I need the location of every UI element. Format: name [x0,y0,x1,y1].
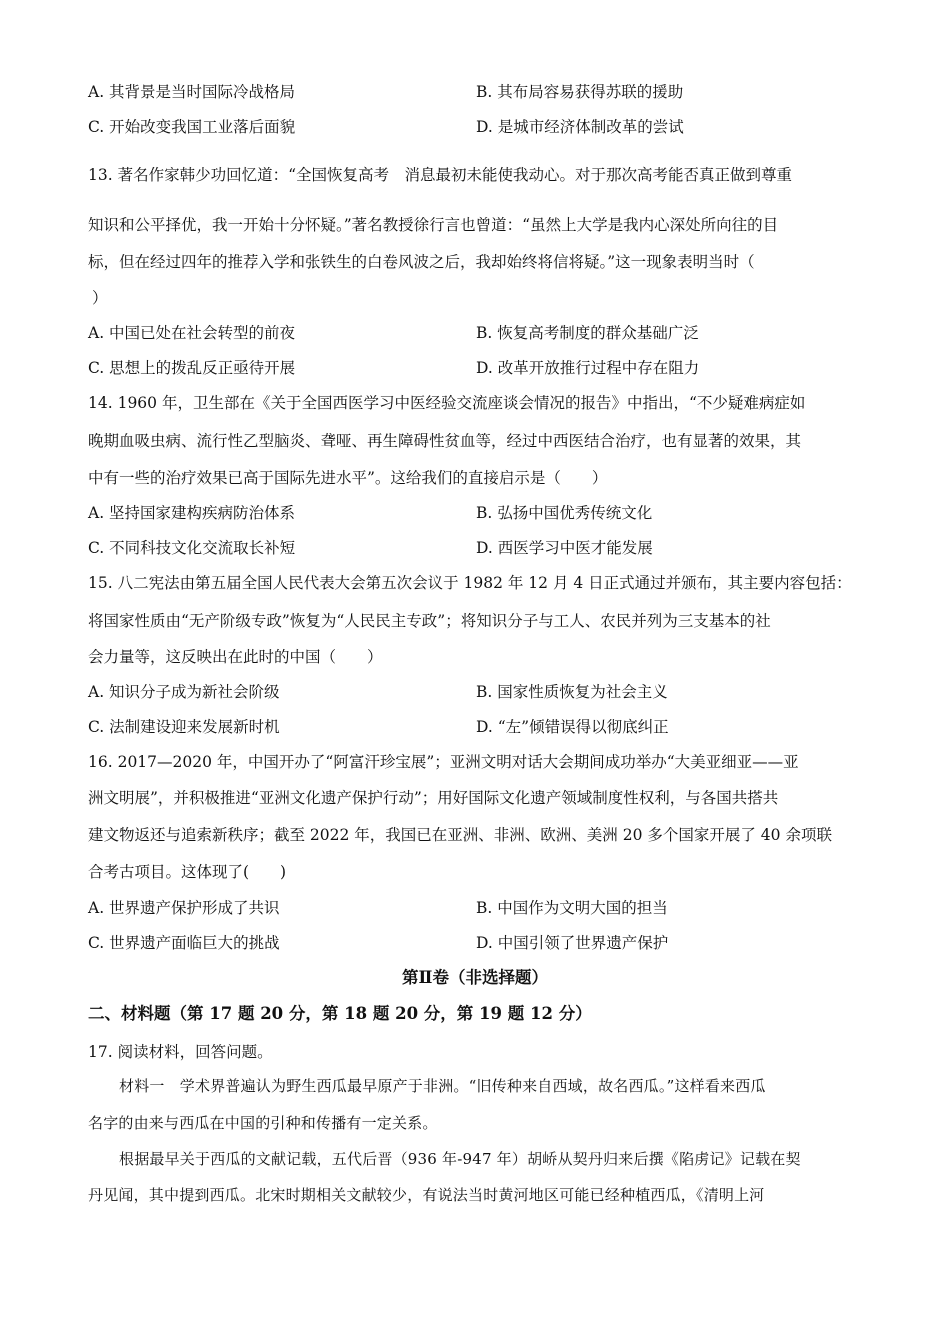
q15-line-3: 会力量等，这反映出在此时的中国（ ） [88,648,383,666]
q13-option-d: D. 改革开放推行过程中存在阻力 [476,359,700,377]
q12-option-b: B. 其布局容易获得苏联的援助 [476,83,684,101]
q13-option-a: A. 中国已处在社会转型的前夜 [88,324,296,342]
q14-option-b: B. 弘扬中国优秀传统文化 [476,504,653,522]
q13-option-c: C. 思想上的拨乱反正亟待开展 [88,359,296,377]
q14-line-1: 14. 1960 年，卫生部在《关于全国西医学习中医经验交流座谈会情况的报告》中指出，“不少疑难病症如 [88,394,806,412]
q16-line-1: 16. 2017—2020 年，中国开办了“阿富汗珍宝展”；亚洲文明对话大会期间成功举办“大美亚细亚——亚 [88,753,799,771]
q15-line-2: 将国家性质由“无产阶级专政”恢复为“人民民主专政”；将知识分子与工人、农民并列为三支基本的社 [88,612,771,630]
q16-option-b: B. 中国作为文明大国的担当 [476,899,668,917]
q14-line-2: 晚期血吸虫病、流行性乙型脑炎、聋哑、再生障碍性贫血等，经过中西医结合治疗，也有显著的效果，其 [88,432,802,450]
section-title: 第Ⅱ卷（非选择题） [402,968,548,987]
q13-line-1: 13. 著名作家韩少功回忆道：“全国恢复高考 消息最初未能使我动心。对于那次高考能否真正做到尊重 [88,166,793,184]
q13-line-4: ） [92,289,108,307]
q15-option-a: A. 知识分子成为新社会阶级 [88,683,280,701]
q14-line-3: 中有一些的治疗效果已高于国际先进水平”。这给我们的直接启示是（ ） [88,469,608,487]
q16-option-c: C. 世界遗产面临巨大的挑战 [88,934,280,952]
q15-line-1: 15. 八二宪法由第五届全国人民代表大会第五次会议于 1982 年 12 月 4 日正式通过并颁布，其主要内容包括： [88,574,852,592]
q17-material-line-3: 根据最早关于西瓜的文献记载，五代后晋（936 年-947 年）胡峤从契丹归来后撰《陷虏记》记载在契 [119,1150,801,1168]
q17-material-line-4: 丹见闻，其中提到西瓜。北宋时期相关文献较少，有说法当时黄河地区可能已经种植西瓜，《清明上河 [88,1186,765,1204]
q16-option-a: A. 世界遗产保护形成了共识 [88,899,280,917]
q14-option-c: C. 不同科技文化交流取长补短 [88,539,296,557]
q12-option-d: D. 是城市经济体制改革的尝试 [476,118,684,136]
q17-material-line-2: 名字的由来与西瓜在中国的引种和传播有一定关系。 [88,1114,438,1132]
q16-line-4: 合考古项目。这体现了( ) [88,863,287,881]
q14-option-d: D. 西医学习中医才能发展 [476,539,653,557]
q15-option-c: C. 法制建设迎来发展新时机 [88,718,280,736]
q16-option-d: D. 中国引领了世界遗产保护 [476,934,669,952]
q17-intro: 17. 阅读材料，回答问题。 [88,1043,273,1061]
q15-option-b: B. 国家性质恢复为社会主义 [476,683,668,701]
q13-line-3: 标，但在经过四年的推荐入学和张铁生的白卷风波之后，我却始终将信将疑。”这一现象表明当时（ [88,253,755,271]
q12-option-c: C. 开始改变我国工业落后面貌 [88,118,296,136]
q16-line-3: 建文物返还与追索新秩序；截至 2022 年，我国已在亚洲、非洲、欧洲、美洲 20 多个国家开展了 40 余项联 [88,826,832,844]
q17-material-line-1: 材料一 学术界普遍认为野生西瓜最早原产于非洲。“旧传种来自西域，故名西瓜。”这样看来西瓜 [119,1077,766,1095]
q12-option-a: A. 其背景是当时国际冷战格局 [88,83,296,101]
q13-option-b: B. 恢复高考制度的群众基础广泛 [476,324,699,342]
q13-line-2: 知识和公平择优，我一开始十分怀疑。”著名教授徐行言也曾道：“虽然上大学是我内心深处所向往的目 [88,216,779,234]
section-heading: 二、材料题（第 17 题 20 分，第 18 题 20 分，第 19 题 12 分） [88,1004,592,1023]
q16-line-2: 洲文明展”，并积极推进“亚洲文化遗产保护行动”；用好国际文化遗产领域制度性权利，与各国共搭共 [88,789,779,807]
q15-option-d: D. “左”倾错误得以彻底纠正 [476,718,669,736]
q14-option-a: A. 坚持国家建构疾病防治体系 [88,504,296,522]
